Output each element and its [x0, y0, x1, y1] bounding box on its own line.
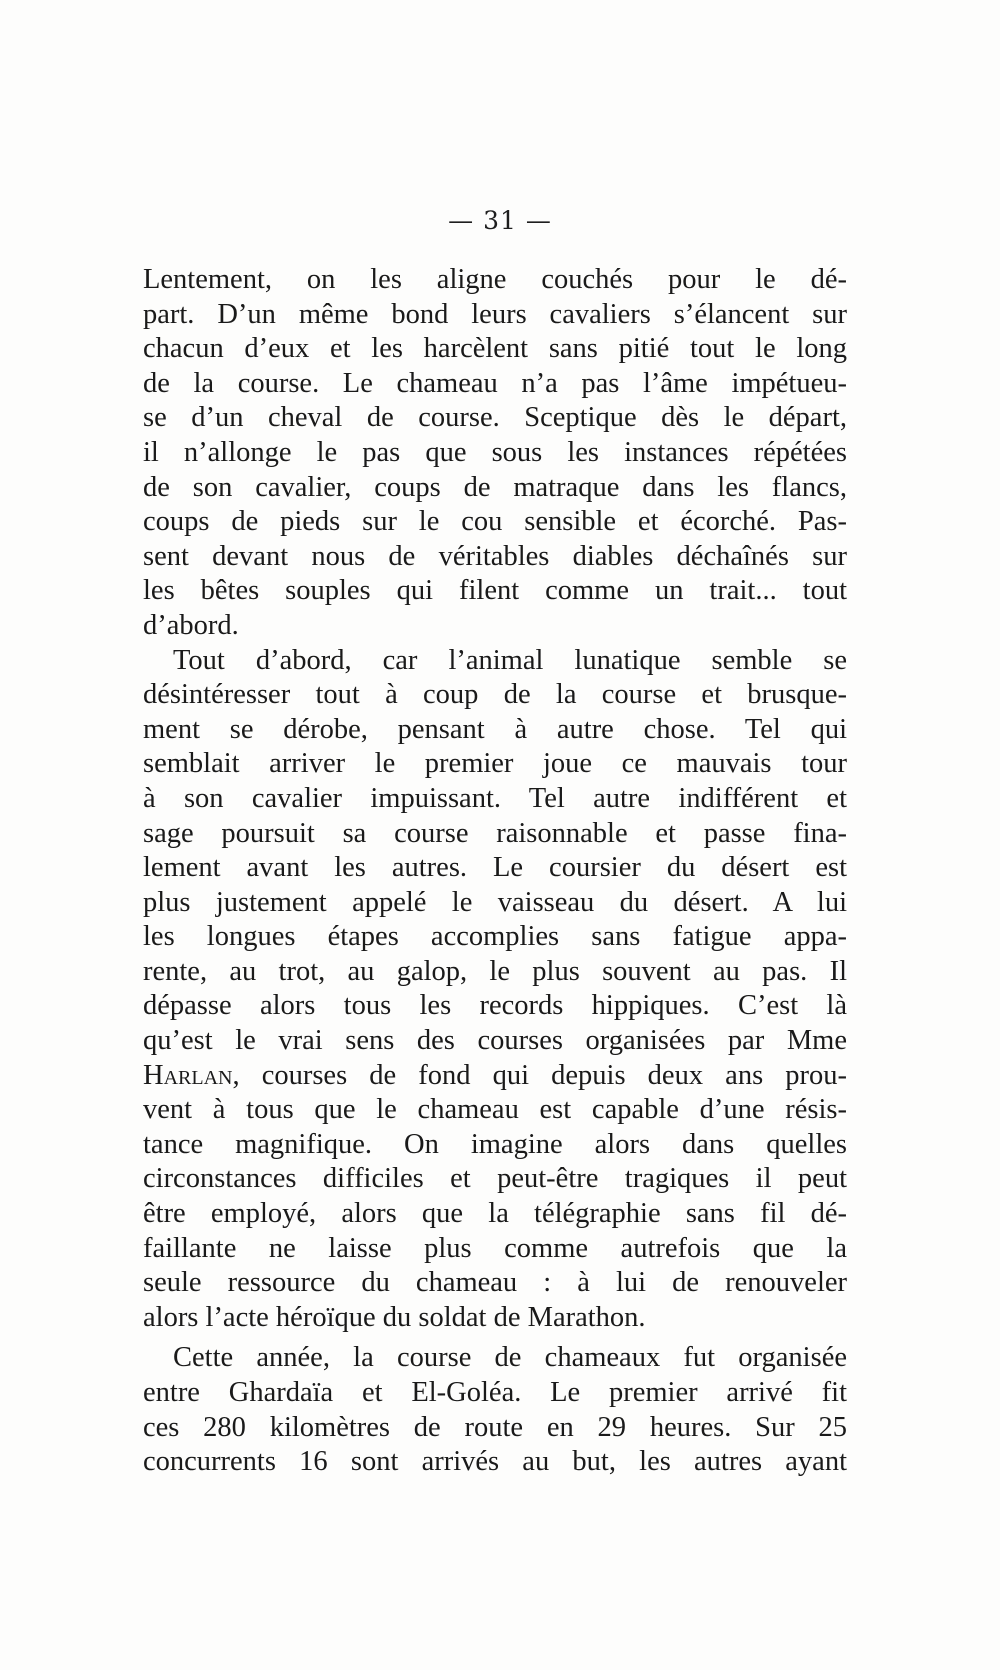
text-line: Tout d’abord, car l’animal lunatique semble se: [173, 644, 847, 676]
text-line: les longues étapes accomplies sans fatigue appa-: [143, 921, 847, 953]
text-line: alors l’acte héroïque du soldat de Marathon.: [143, 1301, 646, 1333]
text-line: de son cavalier, coups de matraque dans les flancs,: [143, 471, 847, 503]
paragraph-1: [143, 263, 847, 644]
text-line: plus justement appelé le vaisseau du désert. A lui: [143, 886, 847, 918]
text-line: les bêtes souples qui filent comme un trait... tout: [143, 575, 847, 607]
text-line: tance magnifique. On imagine alors dans quelles: [143, 1128, 847, 1160]
text-line: sage poursuit sa course raisonnable et passe fina-: [143, 817, 847, 849]
text-line: Cette année, la course de chameaux fut organisée: [173, 1342, 847, 1374]
text-line: ment se dérobe, pensant à autre chose. Tel qui: [143, 713, 847, 745]
text-line: semblait arriver le premier joue ce mauvais tour: [143, 748, 847, 780]
text-line: Lentement, on les aligne couchés pour le dé-: [143, 264, 847, 295]
text-line: d’abord.: [143, 609, 239, 641]
text-line: ces 280 kilomètres de route en 29 heures. Sur 25: [143, 1411, 847, 1443]
text-line: il n’allonge le pas que sous les instances répétées: [143, 436, 847, 468]
text-line: coups de pieds sur le cou sensible et écorché. Pas-: [143, 506, 847, 538]
text-line: lement avant les autres. Le coursier du désert est: [143, 852, 847, 884]
page-number: — 31 —: [448, 206, 552, 235]
text-line: qu’est le vrai sens des courses organisées par Mme: [143, 1025, 847, 1057]
text-line: désintéresser tout à coup de la course et brusque-: [143, 679, 847, 711]
body-text: [143, 263, 847, 1480]
text-line: rente, au trot, au galop, le plus souvent au pas. Il: [143, 955, 847, 987]
paragraph-3: [143, 1341, 847, 1479]
text-line: concurrents 16 sont arrivés au but, les autres ayant: [143, 1446, 847, 1478]
author-name-small-caps: Harlan: [143, 1059, 233, 1091]
text-line: à son cavalier impuissant. Tel autre indifférent et: [143, 782, 847, 814]
text-line: vent à tous que le chameau est capable d’une résis-: [143, 1094, 847, 1126]
text-line: faillante ne laisse plus comme autrefois que la: [143, 1232, 847, 1264]
text-line: chacun d’eux et les harcèlent sans pitié tout le long: [143, 333, 847, 365]
text-line: être employé, alors que la télégraphie sans fil dé-: [143, 1198, 847, 1230]
text-line: part. D’un même bond leurs cavaliers s’élancent sur: [143, 298, 847, 330]
paragraph-2: [143, 644, 847, 1336]
text-line: circonstances difficiles et peut-être tragiques il peut: [143, 1163, 847, 1195]
text-line: entre Ghardaïa et El-Goléa. Le premier arrivé fit: [143, 1377, 847, 1408]
text-line: se d’un cheval de course. Sceptique dès le départ,: [143, 402, 847, 434]
text-line: dépasse alors tous les records hippiques. C’est là: [143, 990, 847, 1022]
text-line: de la course. Le chameau n’a pas l’âme impétueu-: [143, 367, 847, 399]
text-line: sent devant nous de véritables diables déchaînés sur: [143, 540, 847, 572]
text-line: Harlan, courses de fond qui depuis deux ans prou-: [143, 1059, 847, 1091]
text-line: seule ressource du chameau : à lui de renouveler: [143, 1267, 847, 1299]
